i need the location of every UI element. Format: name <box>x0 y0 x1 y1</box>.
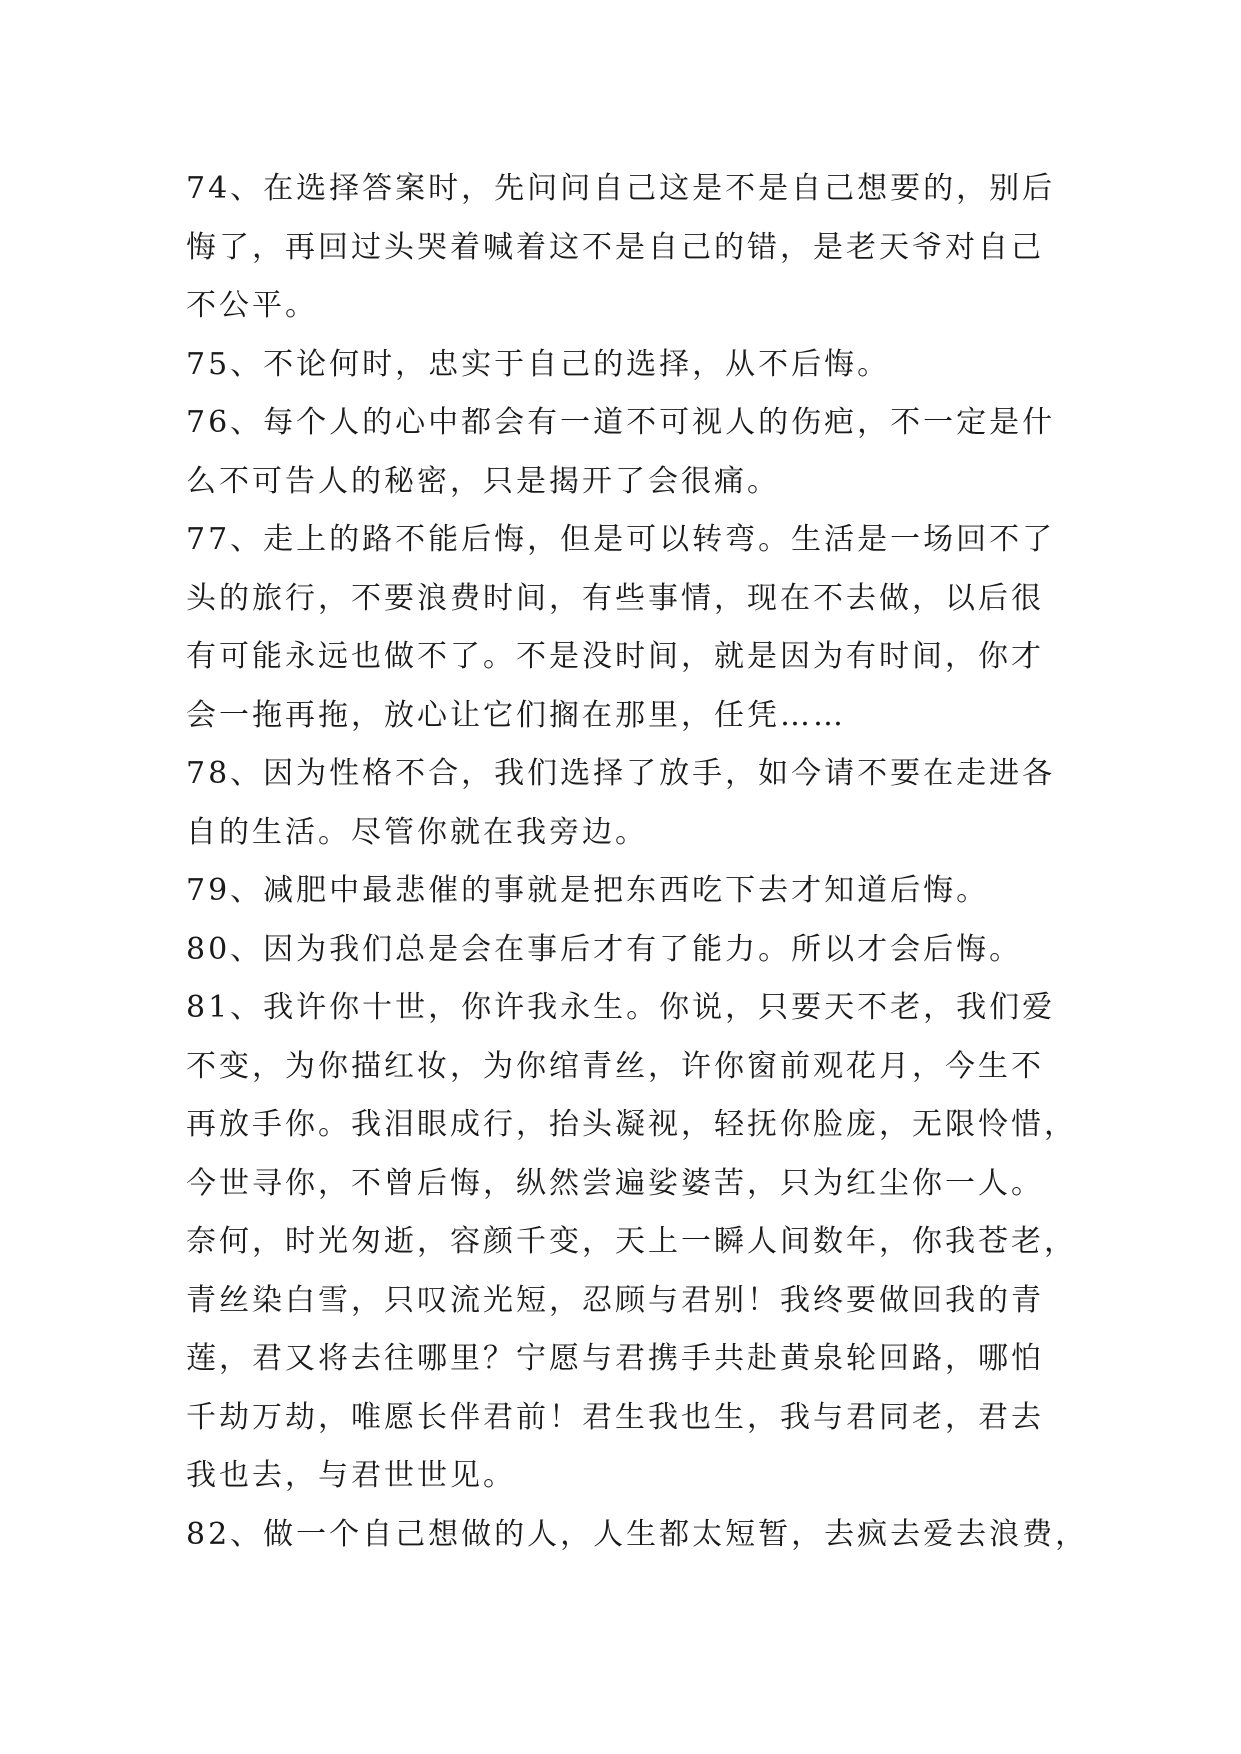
text-line: 有可能永远也做不了。不是没时间，就是因为有时间，你才 <box>186 639 1044 674</box>
text-line: 77、走上的路不能后悔，但是可以转弯。生活是一场回不了 <box>186 522 1056 557</box>
text-line: 82、做一个自己想做的人，人生都太短暂，去疯去爱去浪费， <box>186 1516 1089 1552</box>
text-line: 不变，为你描红妆，为你绾青丝，许你窗前观花月，今生不 <box>186 1048 1044 1084</box>
text-line: 80、因为我们总是会在事后才有了能力。所以才会后悔。 <box>186 931 1023 967</box>
text-line: 千劫万劫，唯愿长伴君前！君生我也生，我与君同老，君去 <box>186 1399 1044 1435</box>
text-line: 再放手你。我泪眼成行，抬头凝视，轻抚你脸庞，无限怜惜， <box>186 1107 1077 1142</box>
text-line: 75、不论何时，忠实于自己的选择，从不后悔。 <box>186 346 891 382</box>
document-body <box>186 160 1089 1564</box>
text-line: 今世寻你，不曾后悔，纵然尝遍娑婆苦，只为红尘你一人。 <box>186 1165 1044 1201</box>
text-line: 79、减肥中最悲催的事就是把东西吃下去才知道后悔。 <box>186 873 990 908</box>
text-line: 78、因为性格不合，我们选择了放手，如今请不要在走进各 <box>186 756 1056 791</box>
text-line: 青丝染白雪，只叹流光短，忍顾与君别！我终要做回我的青 <box>186 1282 1044 1318</box>
text-line: 自的生活。尽管你就在我旁边。 <box>186 814 648 850</box>
text-line: 悔了，再回过头哭着喊着这不是自己的错，是老天爷对自己 <box>186 229 1044 265</box>
text-line: 74、在选择答案时，先问问自己这是不是自己想要的，别后 <box>186 171 1056 206</box>
text-line: 81、我许你十世，你许我永生。你说，只要天不老，我们爱 <box>186 990 1056 1025</box>
text-line: 不公平。 <box>186 288 318 323</box>
text-line: 么不可告人的秘密，只是揭开了会很痛。 <box>186 463 780 499</box>
text-line: 我也去，与君世世见。 <box>186 1458 516 1493</box>
text-line: 76、每个人的心中都会有一道不可视人的伤疤，不一定是什 <box>186 405 1056 440</box>
text-line: 莲，君又将去往哪里？宁愿与君携手共赴黄泉轮回路，哪怕 <box>186 1341 1044 1376</box>
text-line: 奈何，时光匆逝，容颜千变，天上一瞬人间数年，你我苍老， <box>186 1224 1077 1259</box>
text-line: 会一拖再拖，放心让它们搁在那里，任凭…… <box>186 697 846 733</box>
text-line: 头的旅行，不要浪费时间，有些事情，现在不去做，以后很 <box>186 580 1044 616</box>
